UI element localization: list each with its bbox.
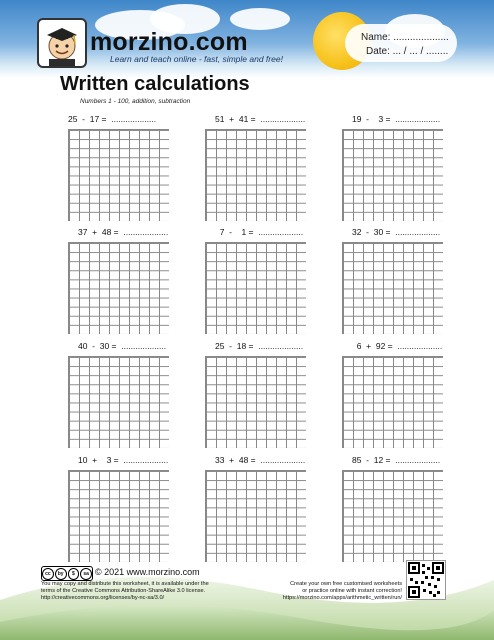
name-field: Name: .................... <box>361 32 449 43</box>
exercise-problem: 25 - 18 = ................... <box>215 341 304 351</box>
nc-icon: $ <box>68 568 80 580</box>
cc-icon: cc <box>42 568 54 580</box>
promo-text <box>255 581 402 602</box>
cloud-mid <box>230 8 290 30</box>
exercise-problem: 40 - 30 = ................... <box>78 341 167 351</box>
worksheet-title: Written calculations <box>60 73 250 95</box>
answer-grid <box>342 242 443 334</box>
answer-grid <box>68 129 169 221</box>
answer-grid <box>68 470 169 562</box>
exercise-5 <box>205 227 355 335</box>
exercise-1 <box>68 114 218 222</box>
exercise-6 <box>342 227 492 335</box>
answer-grid <box>205 470 306 562</box>
exercise-12 <box>342 455 492 563</box>
promo-link[interactable]: https://morzino.com/apps/arithmetic_written/run/ <box>282 595 402 601</box>
answer-grid <box>342 129 443 221</box>
graduate-avatar-icon <box>39 20 85 66</box>
answer-grid <box>342 470 443 562</box>
exercise-2 <box>205 114 355 222</box>
license-link[interactable]: http://creativecommons.org/licenses/by-nc-sa/3.0/ <box>41 595 165 601</box>
tagline: Learn and teach online - fast, simple and free! <box>110 54 283 64</box>
exercise-problem: 10 + 3 = ................... <box>78 455 169 465</box>
exercise-9 <box>342 341 492 449</box>
answer-grid <box>68 242 169 334</box>
promo-line: Create your own free customised worksheets <box>290 581 402 587</box>
exercise-7 <box>68 341 218 449</box>
exercise-problem: 7 - 1 = ................... <box>215 227 304 237</box>
qr-code-icon <box>406 560 446 600</box>
exercise-8 <box>205 341 355 449</box>
exercise-problem: 25 - 17 = ................... <box>68 114 157 124</box>
exercise-problem: 37 + 48 = ................... <box>78 227 169 237</box>
worksheet-subtitle: Numbers 1 - 100, addition, subtraction <box>80 98 191 105</box>
exercise-problem: 33 + 48 = ................... <box>215 455 306 465</box>
answer-grid <box>342 356 443 448</box>
logo <box>37 18 87 68</box>
exercise-problem: 19 - 3 = ................... <box>352 114 441 124</box>
exercise-problem: 32 - 30 = ................... <box>352 227 441 237</box>
date-field: Date: ... / ... / ........ <box>366 46 449 57</box>
license-text <box>41 581 241 602</box>
exercise-4 <box>68 227 218 335</box>
answer-grid <box>205 356 306 448</box>
exercise-3 <box>342 114 492 222</box>
exercise-problem: 85 - 12 = ................... <box>352 455 441 465</box>
answer-grid <box>68 356 169 448</box>
answer-grid <box>205 129 306 221</box>
brand-name: morzino.com <box>90 28 248 56</box>
license-line: terms of the Creative Commons Attribution-ShareAlike 3.0 license. <box>41 588 206 594</box>
exercise-problem: 6 + 92 = ................... <box>352 341 443 351</box>
promo-line: or practice online with instant correction! <box>302 588 402 594</box>
by-icon: by <box>55 568 67 580</box>
exercise-11 <box>205 455 355 563</box>
copyright: © 2021 www.morzino.com <box>95 567 200 577</box>
answer-grid <box>205 242 306 334</box>
exercise-10 <box>68 455 218 563</box>
cc-license-icon <box>41 566 93 581</box>
exercise-problem: 51 + 41 = ................... <box>215 114 306 124</box>
sa-icon: sa <box>80 568 92 580</box>
license-line: You may copy and distribute this worksheet, it is available under the <box>41 581 209 587</box>
